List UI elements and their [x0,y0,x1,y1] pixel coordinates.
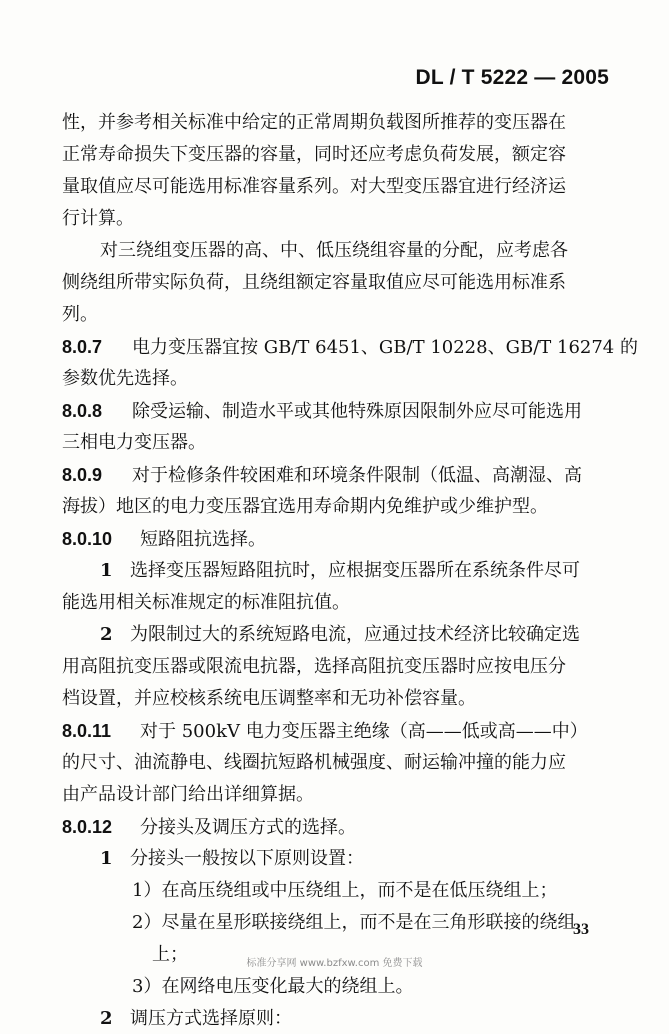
body-line: 正常寿命损失下变压器的容量，同时还应考虑负荷发展，额定容 [62,144,566,165]
list-item-4-line [100,1004,611,1034]
clause-number: 8.0.12 [62,817,113,837]
clause-8-0-7-line [62,332,638,362]
sub-list-line: 1）在高压绕组或中压绕组上，而不是在低压绕组上； [132,880,558,901]
body-line: 行计算。 [62,208,134,229]
clause-number: 8.0.9 [62,465,103,485]
clause-text: 对于检修条件较困难和环境条件限制（低温、高潮湿、高 [132,465,582,486]
item-text: 分接头一般按以下原则设置： [130,848,364,869]
body-line: 性，并参考相关标准中给定的正常周期负载图所推荐的变压器在 [62,112,566,133]
standard-code-header: DL / T 5222 — 2005 [415,66,609,89]
item-number: 1 [100,560,113,581]
item-text: 选择变压器短路阻抗时，应根据变压器所在系统条件尽可 [130,560,580,581]
watermark-footer: 标准分享网 www.bzfxw.com 免费下载 [246,958,423,969]
body-line: 量取值应尽可能选用标准容量系列。对大型变压器宜进行经济运 [62,176,566,197]
clause-8-0-9-line [62,460,611,490]
body-line: 档设置，并应校核系统电压调整率和无功补偿容量。 [62,688,476,709]
clause-text: 分接头及调压方式的选择。 [140,817,356,838]
clause-text: 对于 500kV 电力变压器主绝缘（高——低或高——中） [140,721,588,742]
page-number: 33 [573,921,589,938]
body-line: 列。 [62,304,98,325]
item-number: 2 [100,624,113,645]
clause-number: 8.0.8 [62,401,103,421]
list-item-3-line [100,844,611,874]
clause-8-0-12-line [62,812,611,842]
item-text: 调压方式选择原则： [130,1008,292,1029]
body-line: 海拔）地区的电力变压器宜选用寿命期内免维护或少维护型。 [62,496,548,517]
item-number: 2 [100,1008,113,1029]
body-line: 用高阻抗变压器或限流电抗器，选择高阻抗变压器时应按电压分 [62,656,566,677]
clause-number: 8.0.7 [62,337,103,357]
body-line: 侧绕组所带实际负荷，且绕组额定容量取值应尽可能选用标准系 [62,272,566,293]
sub-list-line: 3）在网络电压变化最大的绕组上。 [132,976,414,997]
clause-8-0-8-line [62,396,611,426]
body-line: 能选用相关标准规定的标准阻抗值。 [62,592,350,613]
body-line: 由产品设计部门给出详细算据。 [62,784,314,805]
body-line: 对三绕组变压器的高、中、低压绕组容量的分配，应考虑各 [100,240,568,261]
body-line: 的尺寸、油流静电、线圈抗短路机械强度、耐运输冲撞的能力应 [62,752,566,773]
clause-text: 除受运输、制造水平或其他特殊原因限制外应尽可能选用 [132,401,582,422]
clause-text: 短路阻抗选择。 [140,529,266,550]
body-line: 参数优先选择。 [62,368,188,389]
sub-list-line: 上； [152,944,188,965]
list-item-2-line [100,620,611,650]
body-line: 三相电力变压器。 [62,432,206,453]
clause-8-0-11-line [62,716,611,746]
clause-number: 8.0.11 [62,721,112,741]
list-item-1-line [100,556,611,586]
clause-number: 8.0.10 [62,529,113,549]
sub-list-line: 2）尽量在星形联接绕组上，而不是在三角形联接的绕组 [132,912,576,933]
item-number: 1 [100,848,113,869]
item-text: 为限制过大的系统短路电流，应通过技术经济比较确定选 [130,624,580,645]
clause-8-0-10-line [62,524,611,554]
clause-text: 电力变压器宜按 GB/T 6451、GB/T 10228、GB/T 16274 的 [132,337,638,358]
